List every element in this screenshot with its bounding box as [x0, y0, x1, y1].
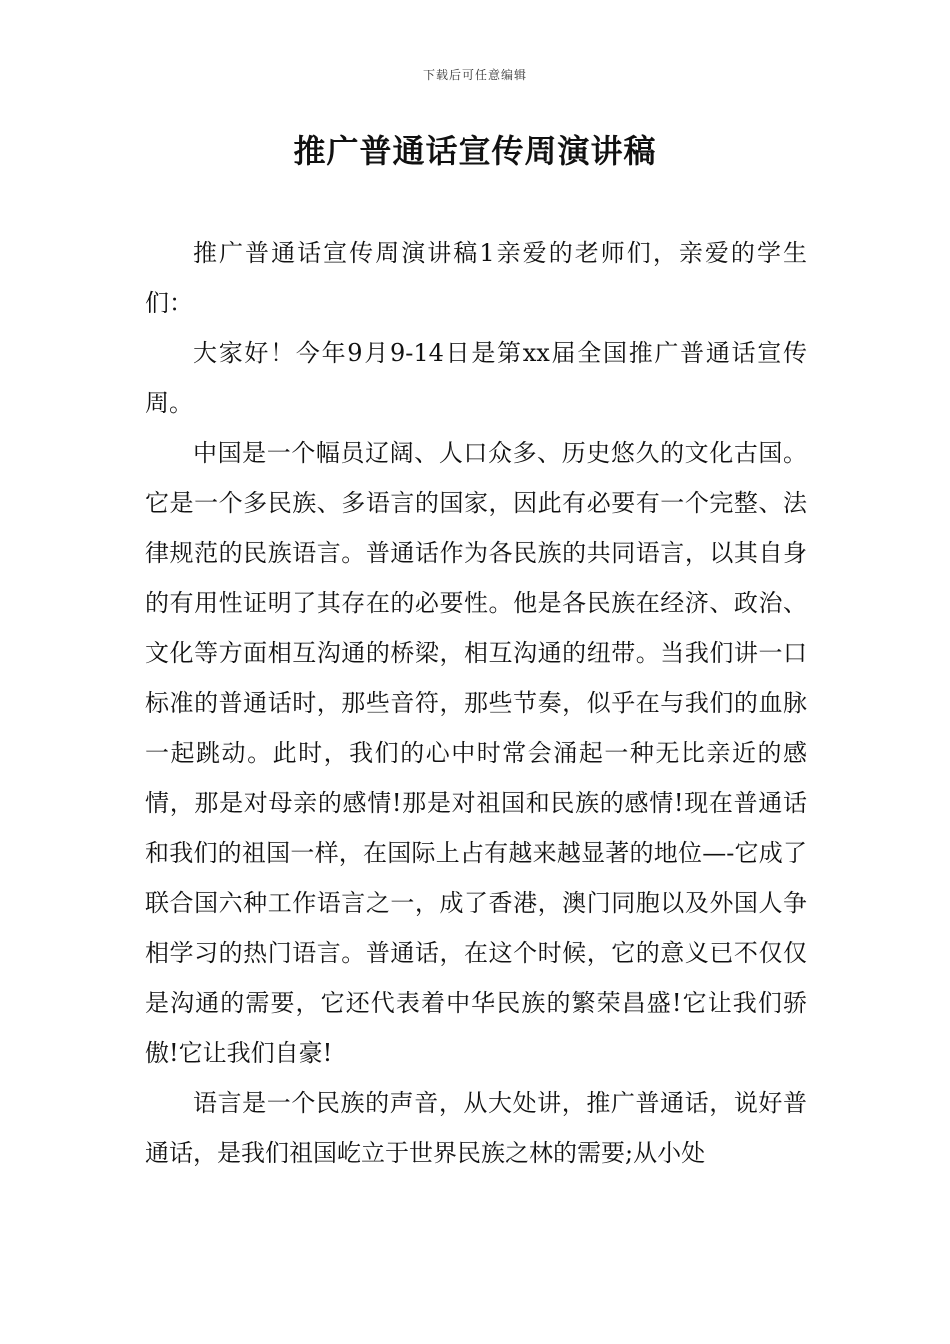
paragraph-greeting: 推广普通话宣传周演讲稿1亲爱的老师们，亲爱的学生们：	[145, 239, 807, 317]
paragraph-intro: 大家好！今年9月9-14日是第xx届全国推广普通话宣传周。	[145, 339, 807, 417]
paragraph-continuation: 语言是一个民族的声音，从大处讲，推广普通话，说好普通话，是我们祖国屹立于世界民族之林的需要;从小处	[145, 1089, 807, 1167]
document-title: 推广普通话宣传周演讲稿	[293, 132, 657, 170]
page-header-note: 下载后可任意编辑	[422, 68, 527, 82]
paragraph-main: 中国是一个幅员辽阔、人口众多、历史悠久的文化古国。它是一个多民族、多语言的国家，因此有必要有一个完整、法律规范的民族语言。普通话作为各民族的共同语言，以其自身的有用性证明了其存在的必要性。他是各民族在经济、政治、文化等方面相互沟通的桥梁，相互沟通的纽带。当我们讲一口标准的普通话时，那些音符，那些节奏，似乎在与我们的血脉一起跳动。此时，我们的心中时常会涌起一种无比亲近的感情，那是对母亲的感情!那是对祖国和民族的感情!现在普通话和我们的祖国一样，在国际上占有越来越显著的地位—-它成了联合国六种工作语言之一，成了香港，澳门同胞以及外国人争相学习的热门语言。普通话，在这个时候，它的意义已不仅仅是沟通的需要，它还代表着中华民族的繁荣昌盛!它让我们骄傲!它让我们自豪!	[145, 439, 807, 1067]
document-body	[145, 228, 807, 1178]
